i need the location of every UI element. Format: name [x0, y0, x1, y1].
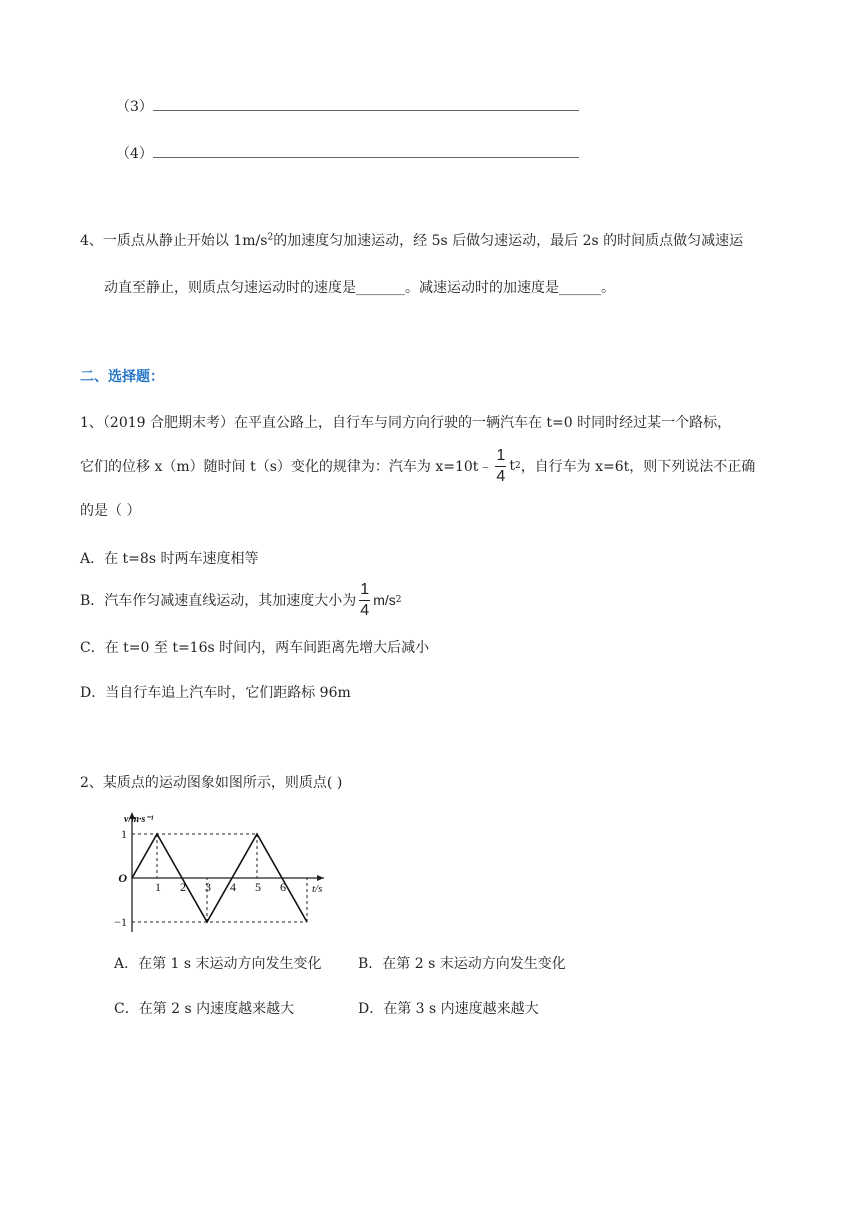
x-tick-label-2: 2 — [180, 880, 186, 894]
mc2-option-a[interactable]: A．在第 1 s 末运动方向发生变化 — [114, 956, 322, 972]
q4-superscript: 2 — [267, 232, 274, 243]
mc1-line1: 1、（2019 合肥期末考）在平直公路上，自行车与同方向行驶的一辆汽车在 t=0 时同时经过某一个路标， — [80, 415, 732, 431]
x-axis-arrow — [317, 875, 324, 881]
answer-line-4 — [116, 143, 579, 163]
mc1-option-c[interactable]: C．在 t=0 至 t=16s 时间内，两车间距离先增大后减小 — [80, 640, 430, 656]
mc1-fraction — [495, 448, 506, 485]
mc1-option-b-denominator: 4 — [360, 601, 370, 619]
mc1-line2: 它们的位移 x（m）随时间 t（s）变化的规律为：汽车为 x=10t﹣ $\frac{1}{4}$ t 2 ，自行车为 x=6t，则下列说法不正确 — [80, 446, 756, 485]
mc2-option-c[interactable]: C．在第 2 s 内速度越来越大 — [114, 1001, 295, 1017]
velocity-time-graph — [110, 800, 350, 940]
y-tick-label-neg: −1 — [114, 915, 127, 929]
answer-line-3 — [116, 96, 579, 116]
blank-line-3 — [153, 110, 579, 111]
x-tick-label-5: 5 — [255, 880, 261, 894]
blank-line-4 — [153, 157, 579, 158]
mc2-option-d[interactable]: D．在第 3 s 内速度越来越大 — [358, 1001, 539, 1017]
x-tick-label-3: 3 — [205, 880, 211, 894]
y-tick-label-pos: 1 — [121, 827, 127, 841]
mc1-formula-t: t — [509, 458, 515, 474]
mc1-option-b[interactable]: B．汽车作匀减速直线运动，其加速度大小为 $\frac{1}{4}$ m/s 2 — [80, 580, 402, 619]
q4-line1 — [80, 230, 743, 250]
q4-text-a: 4、一质点从静止开始以 1m/s — [80, 233, 268, 249]
mc2-option-b[interactable]: B．在第 2 s 末运动方向发生变化 — [358, 956, 566, 972]
item-label-4: （4） — [116, 146, 153, 162]
mc1-fraction-denominator: 4 — [496, 467, 506, 485]
mc1-line3: 的是（ ） — [80, 503, 141, 519]
y-axis-label: v/m·s⁻¹ — [124, 814, 154, 825]
item-label-3: （3） — [116, 99, 153, 115]
x-axis-label: t/s — [312, 883, 323, 895]
mc1-option-b-unit: m/s — [373, 592, 396, 608]
mc1-fraction-numerator: 1 — [495, 448, 506, 467]
origin-label: O — [118, 871, 127, 885]
mc1-formula-rest: ，自行车为 x=6t，则下列说法不正确 — [520, 459, 756, 475]
mc1-option-b-fraction — [359, 582, 370, 619]
mc2-stem: 2、某质点的运动图象如图所示，则质点( ) — [80, 775, 343, 791]
mc1-option-b-numerator: 1 — [359, 582, 370, 601]
mc1-option-a[interactable]: A．在 t=8s 时两车速度相等 — [80, 551, 259, 567]
q4-text-b: 的加速度匀加速运动，经 5s 后做匀速运动，最后 2s 的时间质点做匀减速运 — [273, 233, 744, 249]
section-title: 二、选择题： — [80, 369, 164, 385]
mc1-formula-text: 它们的位移 x（m）随时间 t（s）变化的规律为：汽车为 x=10t﹣ — [80, 459, 493, 475]
x-tick-label-1: 1 — [155, 880, 161, 894]
q4-line2: 动直至静止，则质点匀速运动时的速度是_______。减速运动时的加速度是______。 — [104, 280, 615, 296]
x-tick-label-6: 6 — [280, 880, 286, 894]
mc1-option-b-text: B．汽车作匀减速直线运动，其加速度大小为 — [80, 593, 357, 609]
mc1-option-d[interactable]: D．当自行车追上汽车时，它们距路标 96m — [80, 685, 351, 701]
x-tick-label-4: 4 — [230, 880, 236, 894]
